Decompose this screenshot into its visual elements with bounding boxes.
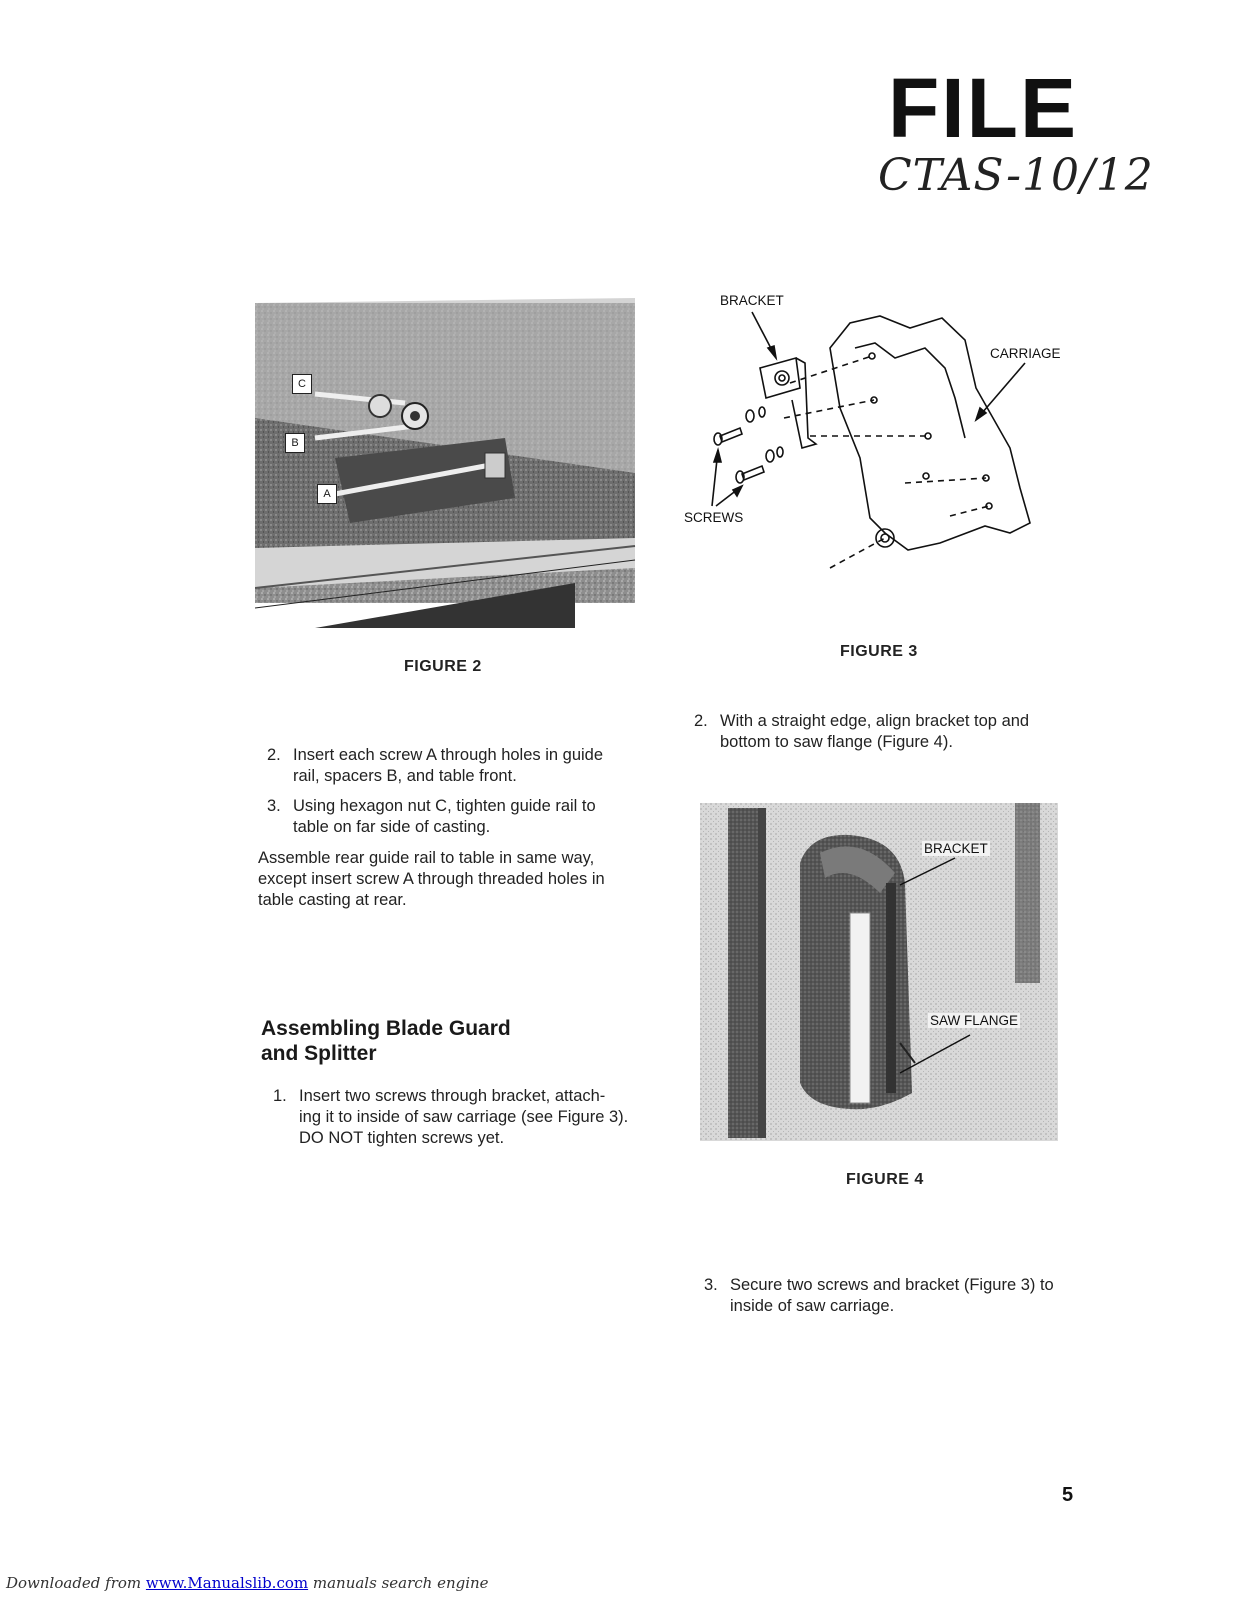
paragraph-line: except insert screw A through threaded holes in — [258, 870, 605, 888]
heading-line: and Splitter — [261, 1042, 377, 1065]
left-step-2 — [267, 745, 667, 789]
photo-label-a: A — [317, 484, 337, 504]
section-heading — [261, 1016, 641, 1066]
figure-2-caption: FIGURE 2 — [404, 658, 482, 675]
step-text-line2: table on far side of casting. — [293, 818, 491, 836]
footer-download-note — [6, 1574, 489, 1592]
footer-prefix: Downloaded from — [6, 1574, 146, 1592]
step-number: 3. — [267, 797, 281, 815]
step-text-line1: Insert two screws through bracket, attach- — [299, 1087, 606, 1105]
step-number: 3. — [704, 1276, 718, 1294]
step-text-line1: Using hexagon nut C, tighten guide rail to — [293, 797, 596, 815]
page-number: 5 — [1062, 1484, 1074, 1506]
guide-rail-photo-illustration — [255, 298, 637, 630]
left-step-3 — [267, 796, 667, 840]
figure-3-diagram — [680, 288, 1080, 578]
rear-rail-paragraph — [258, 848, 658, 911]
step-text-line2: ing it to inside of saw carriage (see Figure 3). — [299, 1108, 629, 1126]
label-saw-flange: SAW FLANGE — [930, 1013, 1019, 1028]
photo-label-c: C — [292, 374, 312, 394]
right-step-2 — [694, 711, 1094, 755]
right-step-3 — [704, 1275, 1104, 1319]
saw-flange-photo-illustration — [700, 803, 1058, 1141]
step-number: 1. — [273, 1087, 287, 1105]
figure-2-photo — [255, 298, 637, 630]
handwritten-model-note: CTAS-10/12 — [878, 150, 1154, 201]
bracket-carriage-drawing — [680, 288, 1080, 578]
figure-4-caption: FIGURE 4 — [846, 1171, 924, 1188]
label-bracket: BRACKET — [720, 293, 784, 308]
step-number: 2. — [267, 746, 281, 764]
step-number: 2. — [694, 712, 708, 730]
heading-line: Assembling Blade Guard — [261, 1017, 511, 1040]
paragraph-line: table casting at rear. — [258, 891, 407, 909]
figure-4-photo — [700, 803, 1058, 1141]
step-text-line2: rail, spacers B, and table front. — [293, 767, 517, 785]
assembly-step-1 — [273, 1086, 653, 1152]
figure-3-caption: FIGURE 3 — [840, 643, 918, 660]
file-stamp: FILE — [888, 61, 1078, 155]
step-text-line1: With a straight edge, align bracket top and — [720, 712, 1030, 730]
paragraph-line: Assemble rear guide rail to table in same way, — [258, 849, 595, 867]
label-bracket-fig4: BRACKET — [924, 841, 988, 856]
step-text-line2: inside of saw carriage. — [730, 1297, 895, 1315]
manualslib-link[interactable]: www.Manualslib.com — [145, 1574, 309, 1592]
label-carriage: CARRIAGE — [990, 346, 1061, 361]
step-text-line2: bottom to saw flange (Figure 4). — [720, 733, 953, 751]
photo-label-b: B — [285, 433, 305, 453]
footer-suffix: manuals search engine — [308, 1574, 489, 1592]
step-text-line3: DO NOT tighten screws yet. — [299, 1129, 505, 1147]
step-text-line1: Secure two screws and bracket (Figure 3) to — [730, 1276, 1054, 1294]
step-text-line1: Insert each screw A through holes in guide — [293, 746, 604, 764]
label-screws: SCREWS — [684, 510, 744, 525]
